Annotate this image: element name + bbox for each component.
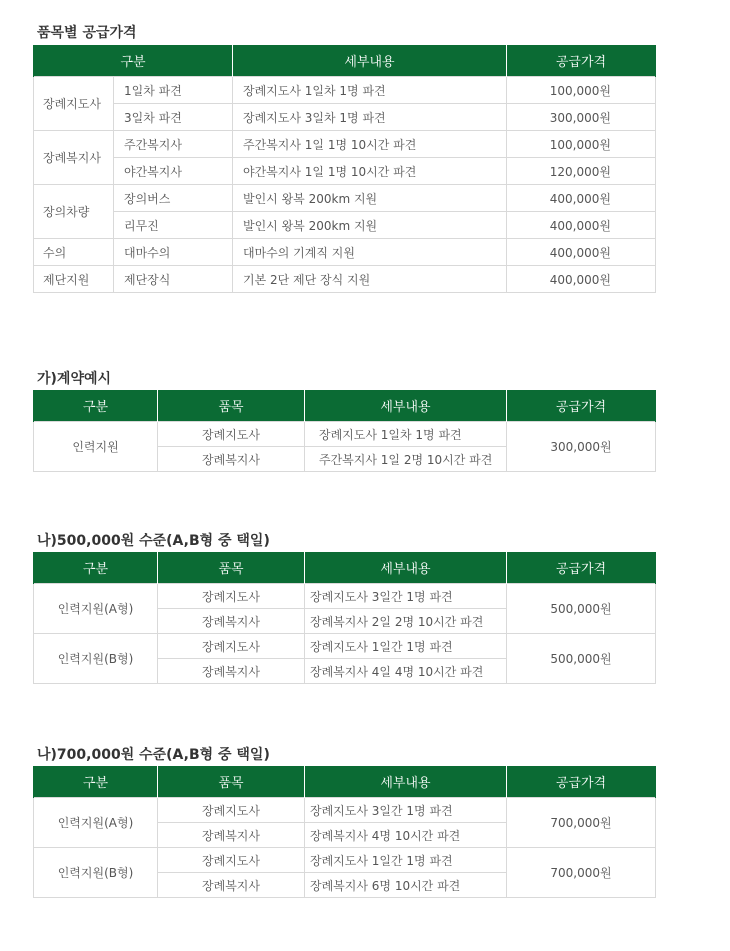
detail-cell: 장례복지사 4일 4명 10시간 파견 <box>305 659 507 684</box>
detail-cell: 장례지도사 3일간 1명 파견 <box>305 798 507 823</box>
price-cell: 100,000원 <box>507 131 656 158</box>
header-item: 품목 <box>158 766 305 798</box>
item-cell: 제단장식 <box>114 266 233 293</box>
header-category: 구분 <box>34 552 158 584</box>
detail-cell: 주간복지사 1일 2명 10시간 파견 <box>305 447 507 472</box>
header-price: 공급가격 <box>507 552 656 584</box>
table-row <box>34 185 656 212</box>
item-cell: 3일차 파견 <box>114 104 233 131</box>
item-cell: 야간복지사 <box>114 158 233 185</box>
item-cell: 장례지도사 <box>158 422 305 447</box>
detail-cell: 장례복지사 2일 2명 10시간 파견 <box>305 609 507 634</box>
category-cell: 장례복지사 <box>34 131 114 185</box>
header-detail: 세부내용 <box>305 552 507 584</box>
detail-cell: 기본 2단 제단 장식 지원 <box>233 266 507 293</box>
detail-cell: 발인시 왕복 200km 지원 <box>233 212 507 239</box>
item-cell: 장례복지사 <box>158 447 305 472</box>
table-row <box>34 212 656 239</box>
category-cell: 인력지원(A형) <box>34 798 158 848</box>
item-cell: 장례지도사 <box>158 848 305 873</box>
item-cell: 1일차 파견 <box>114 77 233 104</box>
header-price: 공급가격 <box>507 45 656 77</box>
detail-cell: 주간복지사 1일 1명 10시간 파견 <box>233 131 507 158</box>
category-cell: 장의차량 <box>34 185 114 239</box>
price-cell: 500,000원 <box>507 634 656 684</box>
item-cell: 장례지도사 <box>158 798 305 823</box>
category-cell: 장례지도사 <box>34 77 114 131</box>
item-cell: 장의버스 <box>114 185 233 212</box>
header-detail: 세부내용 <box>233 45 507 77</box>
category-cell: 인력지원(A형) <box>34 584 158 634</box>
contract-example-table <box>33 390 656 472</box>
table-header-row <box>34 766 656 798</box>
item-cell: 장례지도사 <box>158 634 305 659</box>
table-row <box>34 158 656 185</box>
table-row <box>34 848 656 873</box>
table-row <box>34 131 656 158</box>
detail-cell: 장례지도사 1일차 1명 파견 <box>305 422 507 447</box>
item-cell: 주간복지사 <box>114 131 233 158</box>
price-list-table <box>33 45 656 293</box>
detail-cell: 장례지도사 1일간 1명 파견 <box>305 634 507 659</box>
header-category: 구분 <box>34 45 233 77</box>
plan-700k-table <box>33 766 656 898</box>
detail-cell: 장례복지사 6명 10시간 파견 <box>305 873 507 898</box>
table-row <box>34 584 656 609</box>
price-cell: 300,000원 <box>507 104 656 131</box>
contract-example-title: 가)계약예시 <box>37 371 112 387</box>
category-cell: 수의 <box>34 239 114 266</box>
price-cell: 400,000원 <box>507 212 656 239</box>
table-row <box>34 634 656 659</box>
price-cell: 400,000원 <box>507 266 656 293</box>
price-cell: 700,000원 <box>507 798 656 848</box>
price-cell: 400,000원 <box>507 239 656 266</box>
item-cell: 대마수의 <box>114 239 233 266</box>
price-cell: 500,000원 <box>507 584 656 634</box>
header-price: 공급가격 <box>507 766 656 798</box>
item-cell: 장례복지사 <box>158 873 305 898</box>
plan-700k-title: 나)700,000원 수준(A,B형 중 택일) <box>37 747 270 763</box>
detail-cell: 대마수의 기계직 지원 <box>233 239 507 266</box>
header-category: 구분 <box>34 766 158 798</box>
price-cell: 100,000원 <box>507 77 656 104</box>
price-list-title: 품목별 공급가격 <box>37 25 137 41</box>
detail-cell: 장례지도사 1일차 1명 파견 <box>233 77 507 104</box>
detail-cell: 장례지도사 3일간 1명 파견 <box>305 584 507 609</box>
price-cell: 400,000원 <box>507 185 656 212</box>
item-cell: 장례복지사 <box>158 609 305 634</box>
detail-cell: 장례지도사 3일차 1명 파견 <box>233 104 507 131</box>
table-header-row <box>34 45 656 77</box>
plan-500k-title: 나)500,000원 수준(A,B형 중 택일) <box>37 533 270 549</box>
table-row <box>34 798 656 823</box>
header-item: 품목 <box>158 390 305 422</box>
plan-500k-table <box>33 552 656 684</box>
category-cell: 인력지원 <box>34 422 158 472</box>
table-row <box>34 104 656 131</box>
table-header-row <box>34 390 656 422</box>
category-cell: 인력지원(B형) <box>34 848 158 898</box>
table-row <box>34 422 656 447</box>
header-category: 구분 <box>34 390 158 422</box>
header-price: 공급가격 <box>507 390 656 422</box>
detail-cell: 야간복지사 1일 1명 10시간 파견 <box>233 158 507 185</box>
item-cell: 리무진 <box>114 212 233 239</box>
price-cell: 120,000원 <box>507 158 656 185</box>
detail-cell: 장례지도사 1일간 1명 파견 <box>305 848 507 873</box>
header-detail: 세부내용 <box>305 390 507 422</box>
table-row <box>34 266 656 293</box>
item-cell: 장례복지사 <box>158 823 305 848</box>
table-header-row <box>34 552 656 584</box>
price-cell: 300,000원 <box>507 422 656 472</box>
category-cell: 제단지원 <box>34 266 114 293</box>
detail-cell: 발인시 왕복 200km 지원 <box>233 185 507 212</box>
category-cell: 인력지원(B형) <box>34 634 158 684</box>
header-detail: 세부내용 <box>305 766 507 798</box>
table-row <box>34 239 656 266</box>
table-row <box>34 77 656 104</box>
item-cell: 장례지도사 <box>158 584 305 609</box>
detail-cell: 장례복지사 4명 10시간 파견 <box>305 823 507 848</box>
price-cell: 700,000원 <box>507 848 656 898</box>
header-item: 품목 <box>158 552 305 584</box>
item-cell: 장례복지사 <box>158 659 305 684</box>
